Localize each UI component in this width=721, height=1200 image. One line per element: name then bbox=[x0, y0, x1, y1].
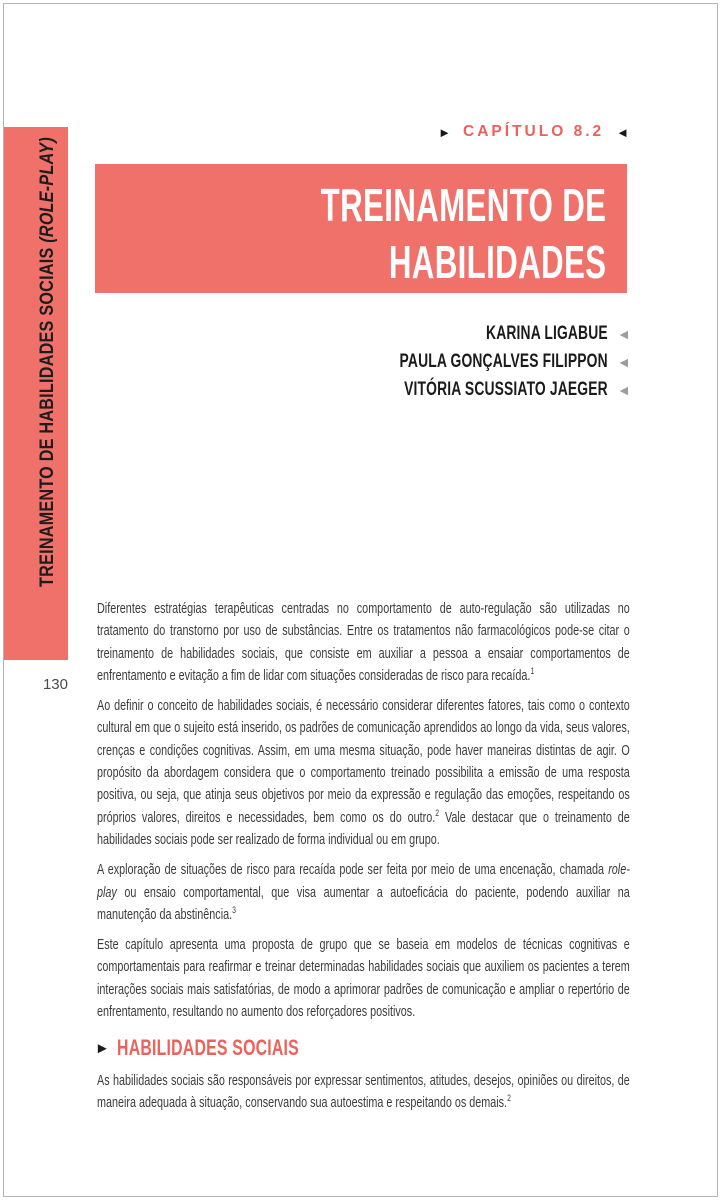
section-heading-text: HABILIDADES SOCIAIS bbox=[117, 1035, 299, 1061]
sidebar-chapter-title-text: TREINAMENTO DE HABILIDADES SOCIAIS bbox=[37, 242, 58, 587]
footnote-ref: 2 bbox=[435, 807, 440, 819]
chapter-marker bbox=[438, 123, 629, 141]
chapter-title-line2 bbox=[106, 291, 606, 293]
author-row bbox=[264, 376, 629, 404]
chapter-title-line1: TREINAMENTO DE HABILIDADES bbox=[320, 179, 607, 288]
footnote-ref: 2 bbox=[507, 1092, 511, 1104]
left-triangle-icon: ◄ bbox=[616, 354, 631, 370]
paragraph-3-text: A exploração de situações de risco para recaída pode ser feita por meio de uma encenação, chamada bbox=[97, 861, 609, 879]
left-triangle-icon: ◄ bbox=[616, 326, 631, 342]
author-name: PAULA GONÇALVES FILIPPON bbox=[399, 351, 608, 372]
page-number: 130 bbox=[42, 676, 68, 693]
chapter-title-banner bbox=[95, 164, 627, 293]
paragraph-3 bbox=[97, 859, 630, 926]
paragraph-5 bbox=[97, 1070, 630, 1115]
author-row bbox=[264, 348, 629, 376]
role-play-italic-term: role-play bbox=[97, 861, 630, 901]
section-heading bbox=[94, 1035, 630, 1061]
sidebar-chapter-title bbox=[37, 137, 59, 587]
paragraph-2-text-continued: Vale destacar que o treinamento de habilidades sociais pode ser realizado de forma individual ou em grupo. bbox=[97, 808, 630, 848]
sidebar-chapter-title-italic: (ROLE-PLAY) bbox=[37, 137, 58, 243]
paragraph-5-text: As habilidades sociais são responsáveis por expressar sentimentos, atitudes, desejos, opiniões ou direitos, de maneira adequada à situação, conservando sua autoestima e respeitando os demais. bbox=[97, 1071, 630, 1111]
chapter-title bbox=[95, 164, 627, 293]
chapter-label: CAPÍTULO 8.2 bbox=[463, 123, 605, 140]
left-triangle-icon: ◄ bbox=[616, 382, 631, 398]
body-text-column bbox=[94, 598, 630, 1114]
author-name: KARINA LIGABUE bbox=[486, 323, 608, 344]
left-triangle-icon: ◄ bbox=[616, 124, 629, 140]
paragraph-2-text: Ao definir o conceito de habilidades sociais, é necessário considerar diferentes fatores, tais como o contexto cultural em que o sujeito está inserido, os padrões de comunicação aprendidos ao longo da vida, seus valores, crenças e condições cognitivas. Assim, em uma mesma situação, pode haver maneiras distintas de agir. O propósito da abordagem considera que o comportamento treinado possibilita a emissão de uma resposta positiva, ou seja, que atinja seus objetivos por meio da expressão e regulação das emoções, respeitando os próprios valores, direitos e necessidades, bem como os do outro. bbox=[97, 697, 630, 826]
paragraph-4-text: Este capítulo apresenta uma proposta de grupo que se baseia em modelos de técnicas cognitivas e comportamentais para reafirmar e treinar determinadas habilidades sociais que auxiliem os pacientes a terem interações sociais mais satisfatórias, de modo a aprimorar padrões de comunicação e ampliar o repertório de enfrentamento, resultando no aumento dos reforçadores positivos. bbox=[97, 936, 630, 1021]
right-triangle-icon: ► bbox=[438, 124, 452, 140]
paragraph-3-text-continued: ou ensaio comportamental, que visa aumentar a autoeficácia do paciente, podendo auxiliar na manutenção da abstinência. bbox=[97, 883, 630, 923]
chapter-sidebar-strip bbox=[4, 127, 68, 660]
author-name: VITÓRIA SCUSSIATO JAEGER bbox=[404, 379, 608, 400]
paragraph-1 bbox=[97, 598, 630, 687]
footnote-ref: 1 bbox=[530, 665, 535, 677]
right-triangle-icon: ► bbox=[94, 1039, 110, 1057]
paragraph-2 bbox=[97, 695, 630, 851]
author-row bbox=[264, 320, 629, 348]
paragraph-1-text: Diferentes estratégias terapêuticas centradas no comportamento de auto-regulação são utilizadas no tratamento do transtorno por uso de substâncias. Entre os tratamentos não farmacológicos pode-se citar o treinamento de habilidades sociais, que consiste em auxiliar a pessoa a ensaiar comportamentos de enfrentamento e evitação a fim de lidar com situações consideradas de risco para recaída. bbox=[97, 600, 630, 684]
paragraph-4 bbox=[97, 934, 630, 1023]
authors-list bbox=[264, 320, 629, 404]
footnote-ref: 3 bbox=[232, 904, 236, 916]
book-page bbox=[3, 3, 718, 1197]
